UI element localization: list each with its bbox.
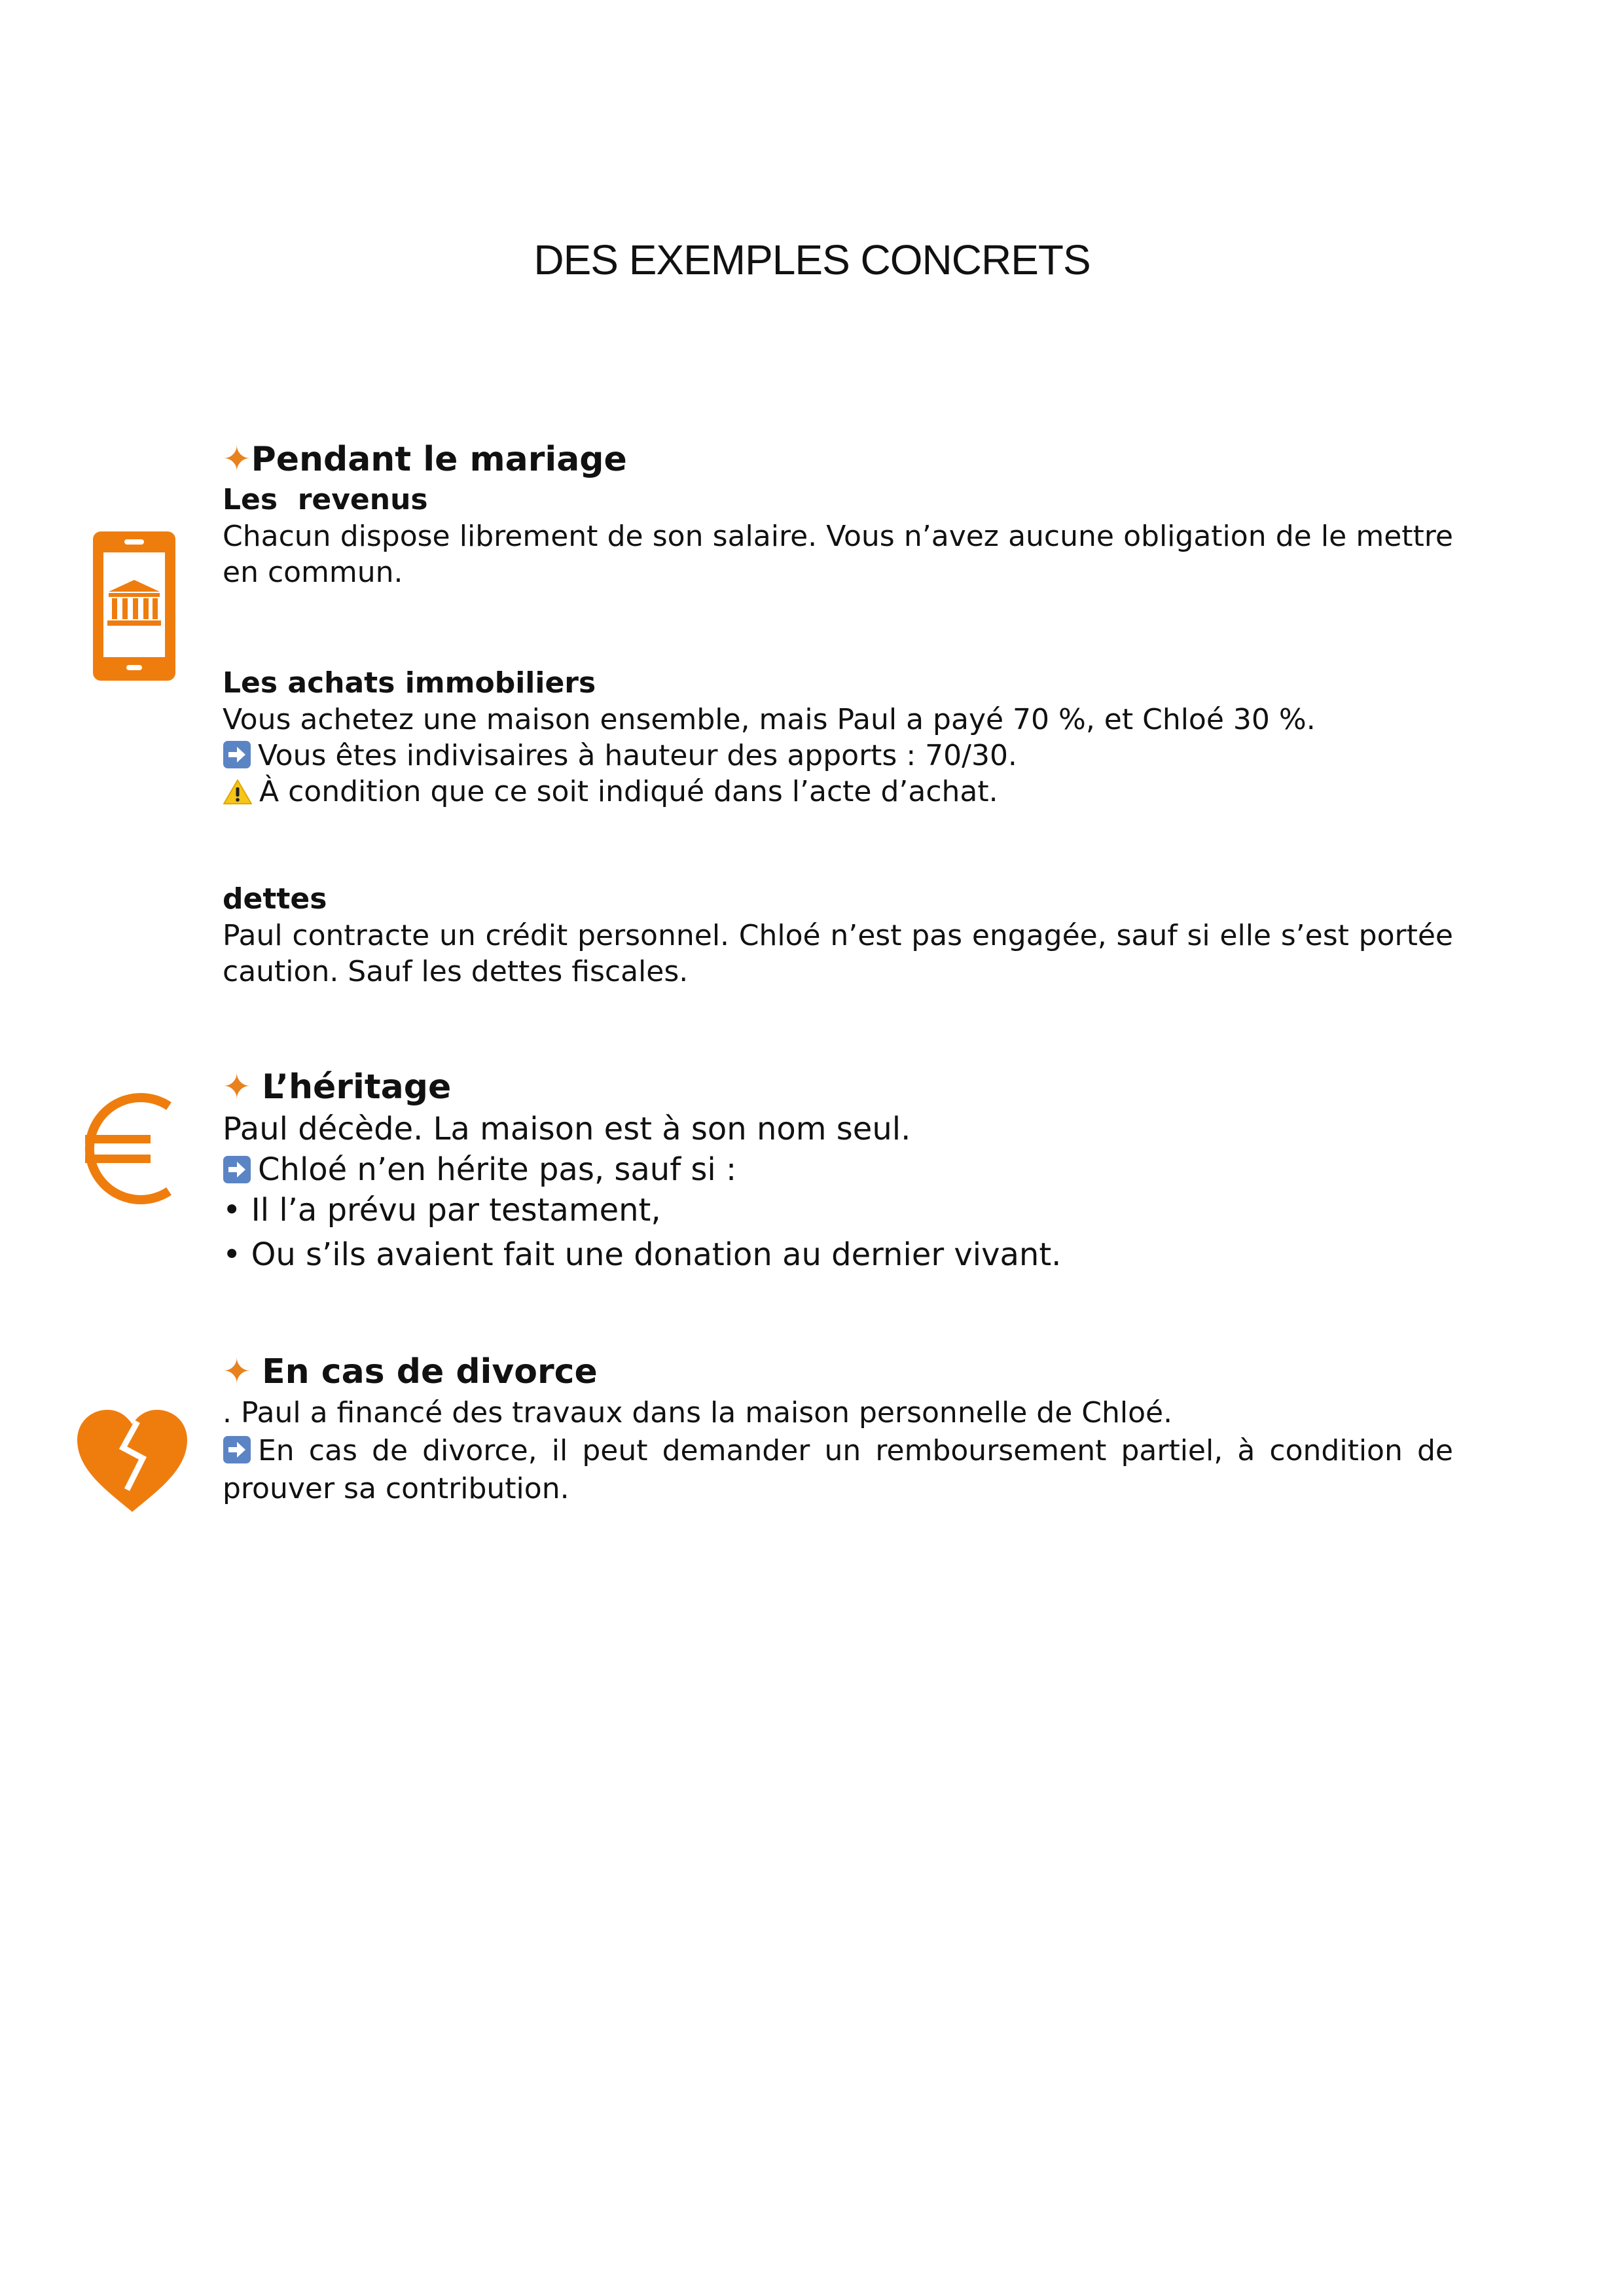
- section-dettes: [223, 881, 1453, 990]
- heritage-heading: L’héritage: [262, 1067, 452, 1107]
- immo-line1: Vous achetez une maison ensemble, mais Paul a payé 70 %, et Chloé 30 %.: [223, 703, 1316, 736]
- revenus-heading: Les revenus: [223, 483, 428, 516]
- section-mariage: [223, 437, 1453, 590]
- divorce-line1: . Paul a financé des travaux dans la maison personnelle de Chloé.: [223, 1396, 1173, 1429]
- dettes-heading: dettes: [223, 882, 327, 916]
- immo-line2-text: Vous êtes indivisaires à hauteur des apports : 70/30.: [258, 739, 1017, 772]
- broken-heart-icon: [75, 1407, 190, 1516]
- star-icon: ✦: [223, 1352, 251, 1391]
- heritage-line2: [223, 1149, 1453, 1190]
- heritage-line4: • Ou s’ils avaient fait une donation au dernier vivant.: [223, 1236, 1062, 1273]
- page-title: DES EXEMPLES CONCRETS: [533, 236, 1091, 283]
- divorce-line2-text: En cas de divorce, il peut demander un remboursement partiel, à condition de prouver sa contribution.: [223, 1434, 1453, 1505]
- phone-bank-icon: [90, 529, 178, 683]
- divorce-heading: En cas de divorce: [262, 1352, 598, 1391]
- immo-line3-text: À condition que ce soit indiqué dans l’acte d’achat.: [259, 775, 998, 808]
- divorce-line2: [223, 1432, 1453, 1508]
- immo-heading: Les achats immobiliers: [223, 666, 596, 700]
- section-immobilier: [223, 665, 1453, 810]
- heritage-line2-text: Chloé n’en hérite pas, sauf si :: [258, 1151, 737, 1188]
- heritage-line1: Paul décède. La maison est à son nom seul.: [223, 1111, 911, 1147]
- immo-line3: [223, 774, 1453, 810]
- arrow-right-icon: [223, 1155, 251, 1184]
- section-divorce: [223, 1350, 1453, 1508]
- immo-line2: [223, 738, 1453, 774]
- warning-icon: [223, 779, 253, 805]
- heritage-line3: • Il l’a prévu par testament,: [223, 1192, 661, 1229]
- euro-icon: [79, 1086, 177, 1211]
- star-icon: ✦: [223, 440, 251, 479]
- arrow-right-icon: [223, 1435, 251, 1464]
- section-heritage: [223, 1066, 1453, 1275]
- dettes-text: Paul contracte un crédit personnel. Chloé n’est pas engagée, sauf si elle s’est portée caution. Sauf les dettes fiscales.: [223, 919, 1453, 988]
- mariage-heading: Pendant le mariage: [251, 440, 627, 479]
- star-icon: ✦: [223, 1067, 251, 1107]
- arrow-right-icon: [223, 740, 251, 769]
- revenus-text: Chacun dispose librement de son salaire. Vous n’avez aucune obligation de le mettre en commun.: [223, 520, 1453, 589]
